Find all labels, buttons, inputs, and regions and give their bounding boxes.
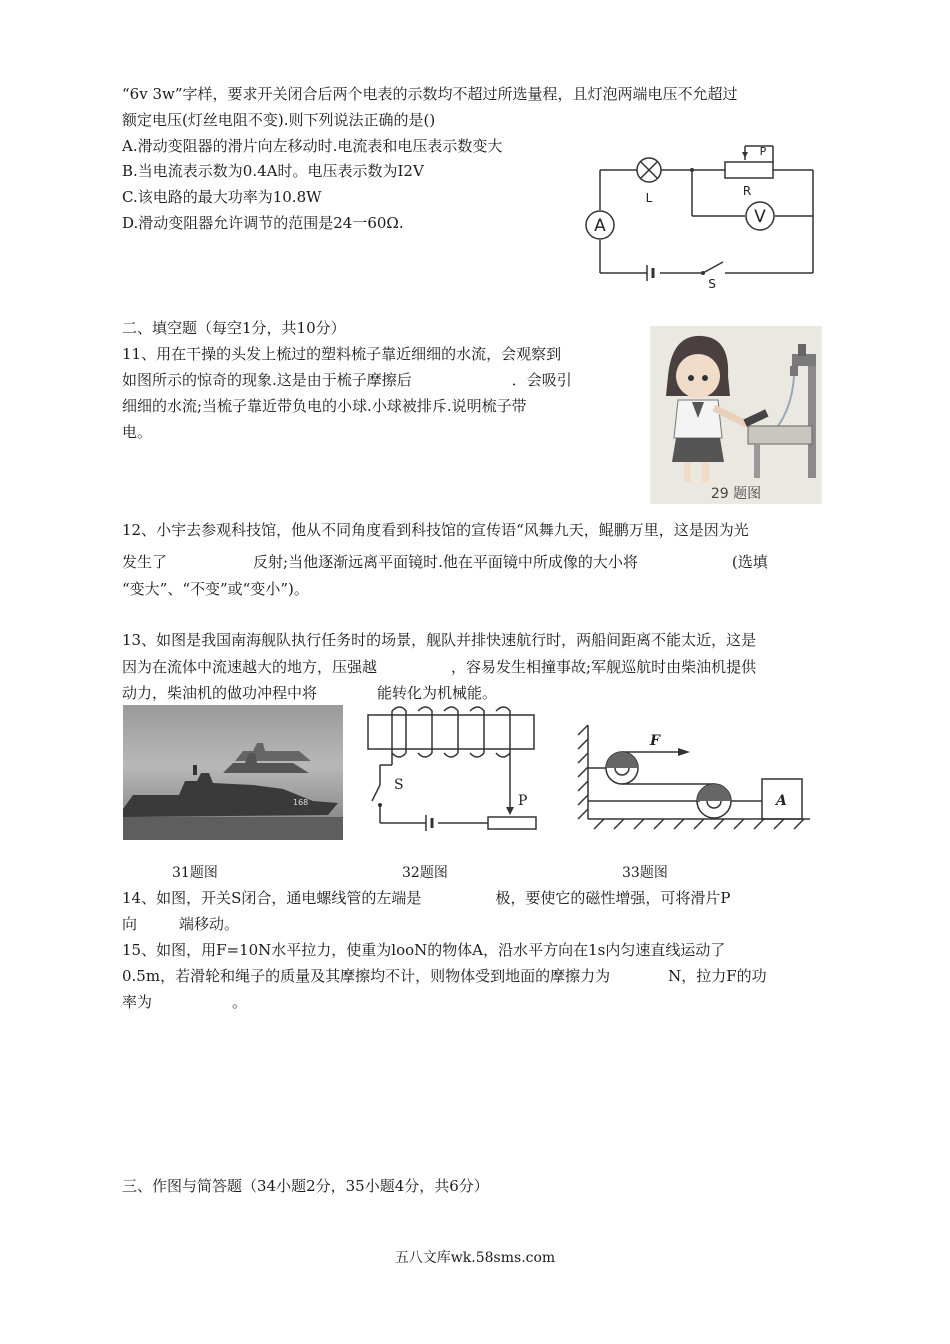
fig33-caption: 33题图 bbox=[622, 865, 668, 881]
q11-line2 bbox=[122, 370, 572, 390]
ship-hull-number: 168 bbox=[293, 798, 309, 807]
section2-heading: 二、填空题（每空1分，共10分） bbox=[122, 319, 346, 337]
q14-line2 bbox=[122, 914, 239, 934]
q15-line3 bbox=[122, 992, 247, 1012]
q11-line2-end: ．会吸引 bbox=[511, 371, 572, 389]
q12-line2-mid: 反射;当他逐渐远离平面镜时.他在平面镜中所成像的大小将 bbox=[253, 553, 638, 571]
q15-line1: 15、如图，用F=10N水平拉力，使重为looN的物体A，沿水平方向在1s内匀速直线运动了 bbox=[122, 941, 726, 959]
q11-line4: 电。 bbox=[122, 423, 153, 441]
q13-line2 bbox=[122, 657, 756, 677]
q10-intro-line1: “6v 3w”字样，要求开关闭合后两个电表的示数均不超过所选量程，且灯泡两端电压不允超过 bbox=[122, 85, 738, 103]
q12-line3: “变大”、“不变”或“变小”)。 bbox=[122, 580, 309, 598]
q15-line3-end: 。 bbox=[232, 993, 248, 1011]
fig31-warship-photo bbox=[123, 705, 343, 840]
resistor-label: R bbox=[742, 184, 752, 198]
q12-line2-end: (选填 bbox=[731, 553, 768, 571]
q12-line2-start: 发生了 bbox=[122, 553, 168, 571]
q14-line2-end: 端移动。 bbox=[179, 915, 240, 933]
q10-option-d: D.滑动变阻器允许调节的范围是24一60Ω. bbox=[122, 214, 404, 232]
q11-line1: 11、用在干操的头发上梳过的塑料梳子靠近细细的水流，会观察到 bbox=[122, 345, 562, 363]
q13-line2-start: 因为在流体中流速越大的地方，压强越 bbox=[122, 658, 378, 676]
fig32-caption: 32题图 bbox=[402, 865, 448, 881]
fig33-pulley-system bbox=[574, 705, 814, 835]
slider-label: P bbox=[759, 145, 767, 158]
fig31-caption: 31题图 bbox=[172, 865, 218, 881]
q15-line2 bbox=[122, 966, 767, 986]
q15-line2-end: N，拉力F的功 bbox=[668, 967, 767, 985]
q14-line1-start: 14、如图，开关S闭合，通电螺线管的左端是 bbox=[122, 889, 422, 907]
q15-line3-start: 率为 bbox=[122, 993, 153, 1011]
fig32-slider-label: P bbox=[518, 793, 528, 809]
q14-line1 bbox=[122, 888, 730, 908]
q13-line3-end: 能转化为机械能。 bbox=[377, 684, 498, 702]
q10-option-a: A.滑动变阻器的滑片向左移动时.电流表和电压表示数变大 bbox=[122, 137, 503, 155]
switch-label: S bbox=[708, 277, 716, 290]
ammeter-label: A bbox=[594, 216, 606, 236]
section3-heading: 三、作图与简答题（34小题2分，35小题4分，共6分） bbox=[122, 1177, 489, 1195]
voltmeter-label: V bbox=[754, 207, 766, 227]
q13-line1: 13、如图是我国南海舰队执行任务时的场景，舰队并排快速航行时，两船间距离不能太近，这是 bbox=[122, 631, 757, 649]
fig29-caption: 29 题图 bbox=[710, 486, 762, 502]
q13-line3 bbox=[122, 683, 497, 703]
q10-intro-line2: 额定电压(灯丝电阻不变).则下列说法正确的是() bbox=[122, 111, 436, 129]
q10-circuit-diagram bbox=[585, 138, 820, 290]
q14-line2-start: 向 bbox=[122, 915, 138, 933]
lamp-label: L bbox=[645, 191, 653, 205]
page-footer: 五八文库wk.58sms.com bbox=[394, 1250, 556, 1266]
fig32-switch-label: S bbox=[394, 777, 404, 793]
fig32-solenoid-circuit bbox=[362, 705, 542, 840]
fig33-force-label: F bbox=[650, 733, 660, 749]
fig29-girl-comb-illustration bbox=[650, 326, 822, 504]
q13-line3-start: 动力，柴油机的做功冲程中将 bbox=[122, 684, 318, 702]
q11-line3: 细细的水流;当梳子靠近带负电的小球.小球被排斥.说明梳子带 bbox=[122, 397, 527, 415]
fig33-block-label: A bbox=[776, 793, 787, 809]
q10-option-c: C.该电路的最大功率为10.8W bbox=[122, 188, 322, 206]
q15-line2-start: 0.5m，若滑轮和绳子的质量及其摩擦均不计，则物体受到地面的摩擦力为 bbox=[122, 967, 611, 985]
q14-line1-end: 极，要使它的磁性增强，可将滑片P bbox=[495, 889, 731, 907]
q11-line2-start: 如图所示的惊奇的现象.这是由于梳子摩擦后 bbox=[122, 371, 412, 389]
q12-line1: 12、小宇去参观科技馆，他从不同角度看到科技馆的宣传语“风舞九天，鲲鹏万里，这是因为光 bbox=[122, 521, 749, 539]
q10-option-b: B.当电流表示数为0.4A时。电压表示数为I2V bbox=[122, 162, 424, 180]
q12-line2 bbox=[122, 552, 768, 572]
q13-line2-end: ，容易发生相撞事故;军舰巡航时由柴油机提供 bbox=[451, 658, 757, 676]
